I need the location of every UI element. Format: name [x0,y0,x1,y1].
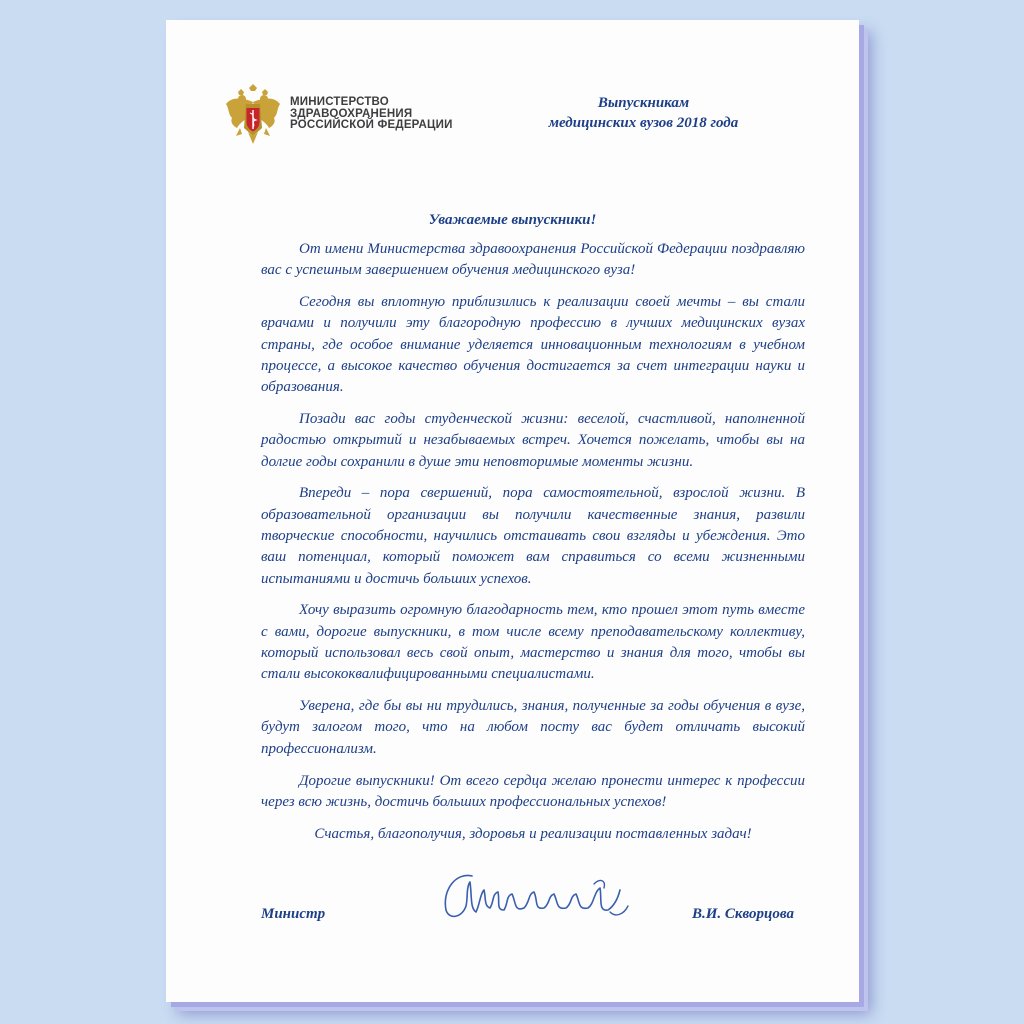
letter-sheet [166,20,859,1002]
double-headed-eagle-icon [224,84,282,148]
paragraph-4: Впереди – пора свершений, пора самостоятельной, взрослой жизни. В образовательной организации вы получили качественные знания, развили творческие способности, научились отстаивать свои взгляды и убеждения. Это ваш потенциал, который поможет вам справиться со всеми жизненными испытаниями и достичь больших успехов. [261,485,805,587]
paragraph-6: Уверена, где бы вы ни трудились, знания, полученные за годы обучения в вузе, будут залогом того, что на любом посту вас будет отличать высокий профессионализм. [261,698,805,757]
addressee [521,93,766,133]
paragraph-3: Позади вас годы студенческой жизни: веселой, счастливой, наполненной радостью открытий и незабываемых встреч. Хочется пожелать, чтобы вы на долгие годы сохранили в душе эти неповторимые моменты жизни. [261,411,805,470]
paragraph-1: От имени Министерства здравоохранения Российской Федерации поздравляю вас с успешным завершением обучения медицинского вуза! [261,241,805,279]
paragraph-2: Сегодня вы вплотную приблизились к реализации своей мечты – вы стали врачами и получили эту благородную профессию в лучших медицинских вузах страны, где особое внимание уделяется инновационным технологиям в учебном процессе, а высокое качество обучения достигается за счет интеграции науки и образования. [261,294,805,396]
ministry-line-3: РОССИЙСКОЙ ФЕДЕРАЦИИ [290,119,453,131]
paragraph-5: Хочу выразить огромную благодарность тем, кто прошел этот путь вместе с вами, дорогие выпускники, в том числе всему преподавательскому коллективу, который использовал весь свой опыт, мастерство и знания для того, чтобы вы стали высококвалифицированными специалистами. [261,602,805,683]
addressee-line-1: Выпускникам [597,95,690,111]
signatory-name: В.И. Скворцова [692,906,794,922]
signatory-position: Министр [261,906,326,922]
paragraph-7: Дорогие выпускники! От всего сердца желаю пронести интерес к профессии через всю жизнь, достичь больших профессиональных успехов! [261,772,805,810]
letter-body [261,239,805,855]
addressee-line-2: медицинских вузов 2018 года [548,115,739,131]
closing-line: Счастья, благополучия, здоровья и реализации поставленных задач! [314,825,752,842]
ministry-line-2: ЗДРАВООХРАНЕНИЯ [290,107,413,120]
letter-greeting: Уважаемые выпускники! [428,212,597,228]
handwritten-signature-icon [434,868,634,926]
ministry-name [290,97,453,132]
ministry-line-1: МИНИСТЕРСТВО [290,96,389,108]
